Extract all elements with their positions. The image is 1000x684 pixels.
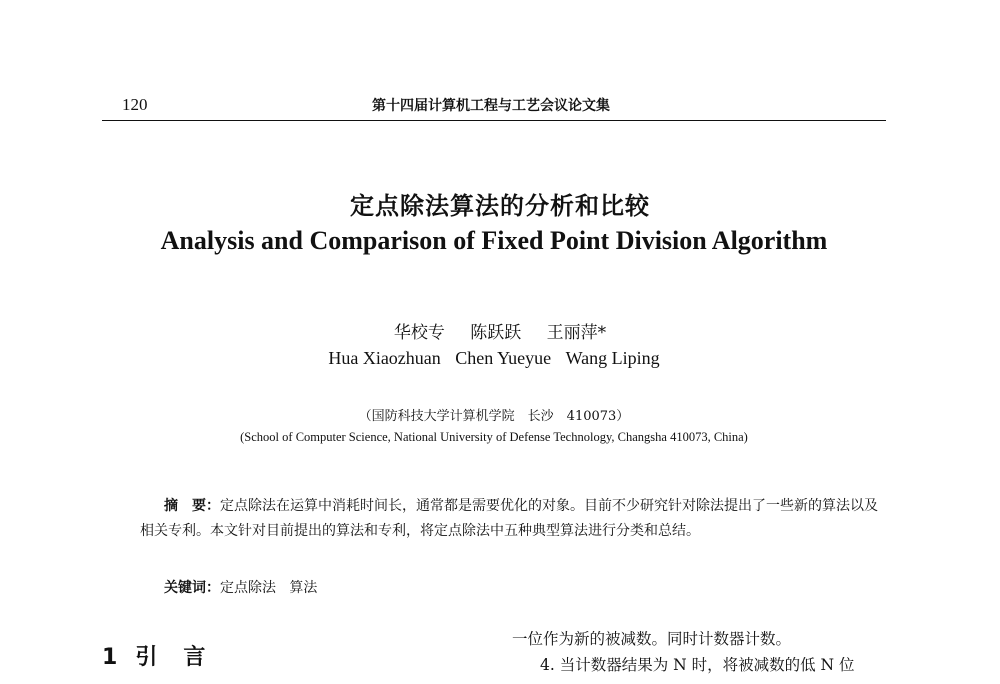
running-title: 第十四届计算机工程与工艺会议论文集: [372, 98, 610, 114]
page-number: 120: [122, 95, 148, 114]
keywords-label: 关键词：: [164, 580, 220, 596]
paper-title-cn: 定点除法算法的分析和比较: [350, 192, 650, 220]
author-en-1: Hua Xiaozhuan: [328, 348, 441, 368]
author-cn-1: 华校专: [393, 323, 445, 343]
affiliation-en: (School of Computer Science, National University of Defense Technology, Changsha 410073, China): [240, 430, 748, 444]
author-en-2: Chen Yueyue: [455, 348, 552, 368]
section-number: 1: [102, 645, 120, 670]
abstract: [140, 494, 880, 544]
section-heading: [102, 640, 207, 671]
abstract-text: 定点除法在运算中消耗时间长，通常都是需要优化的对象。目前不少研究针对除法提出了一些新的算法以及相关专利。本文针对目前提出的算法和专利，将定点除法中五种典型算法进行分类和总结。: [140, 498, 878, 539]
author-cn-2: 陈跃跃: [470, 323, 522, 343]
keywords: [164, 577, 317, 597]
keyword-1: 定点除法: [220, 580, 276, 596]
body-text-line-1: 一位作为新的被减数。同时计数器计数。: [512, 630, 792, 648]
header-rule: [102, 120, 886, 121]
section-title-a: 引: [135, 645, 160, 670]
affiliation-cn: （国防科技大学计算机学院 长沙 410073）: [358, 409, 630, 424]
section-title-b: 言: [183, 645, 208, 670]
author-cn-3: 王丽萍*: [546, 323, 607, 343]
paper-title-en: Analysis and Comparison of Fixed Point Division Algorithm: [160, 226, 828, 255]
author-en-3: Wang Liping: [565, 348, 660, 368]
body-text-line-2: 4. 当计数器结果为 N 时，将被减数的低 N 位: [540, 656, 855, 674]
authors-cn: [0, 318, 1000, 343]
authors-en: [0, 348, 988, 369]
abstract-label: 摘 要：: [164, 498, 220, 514]
keyword-2: 算法: [289, 580, 318, 596]
